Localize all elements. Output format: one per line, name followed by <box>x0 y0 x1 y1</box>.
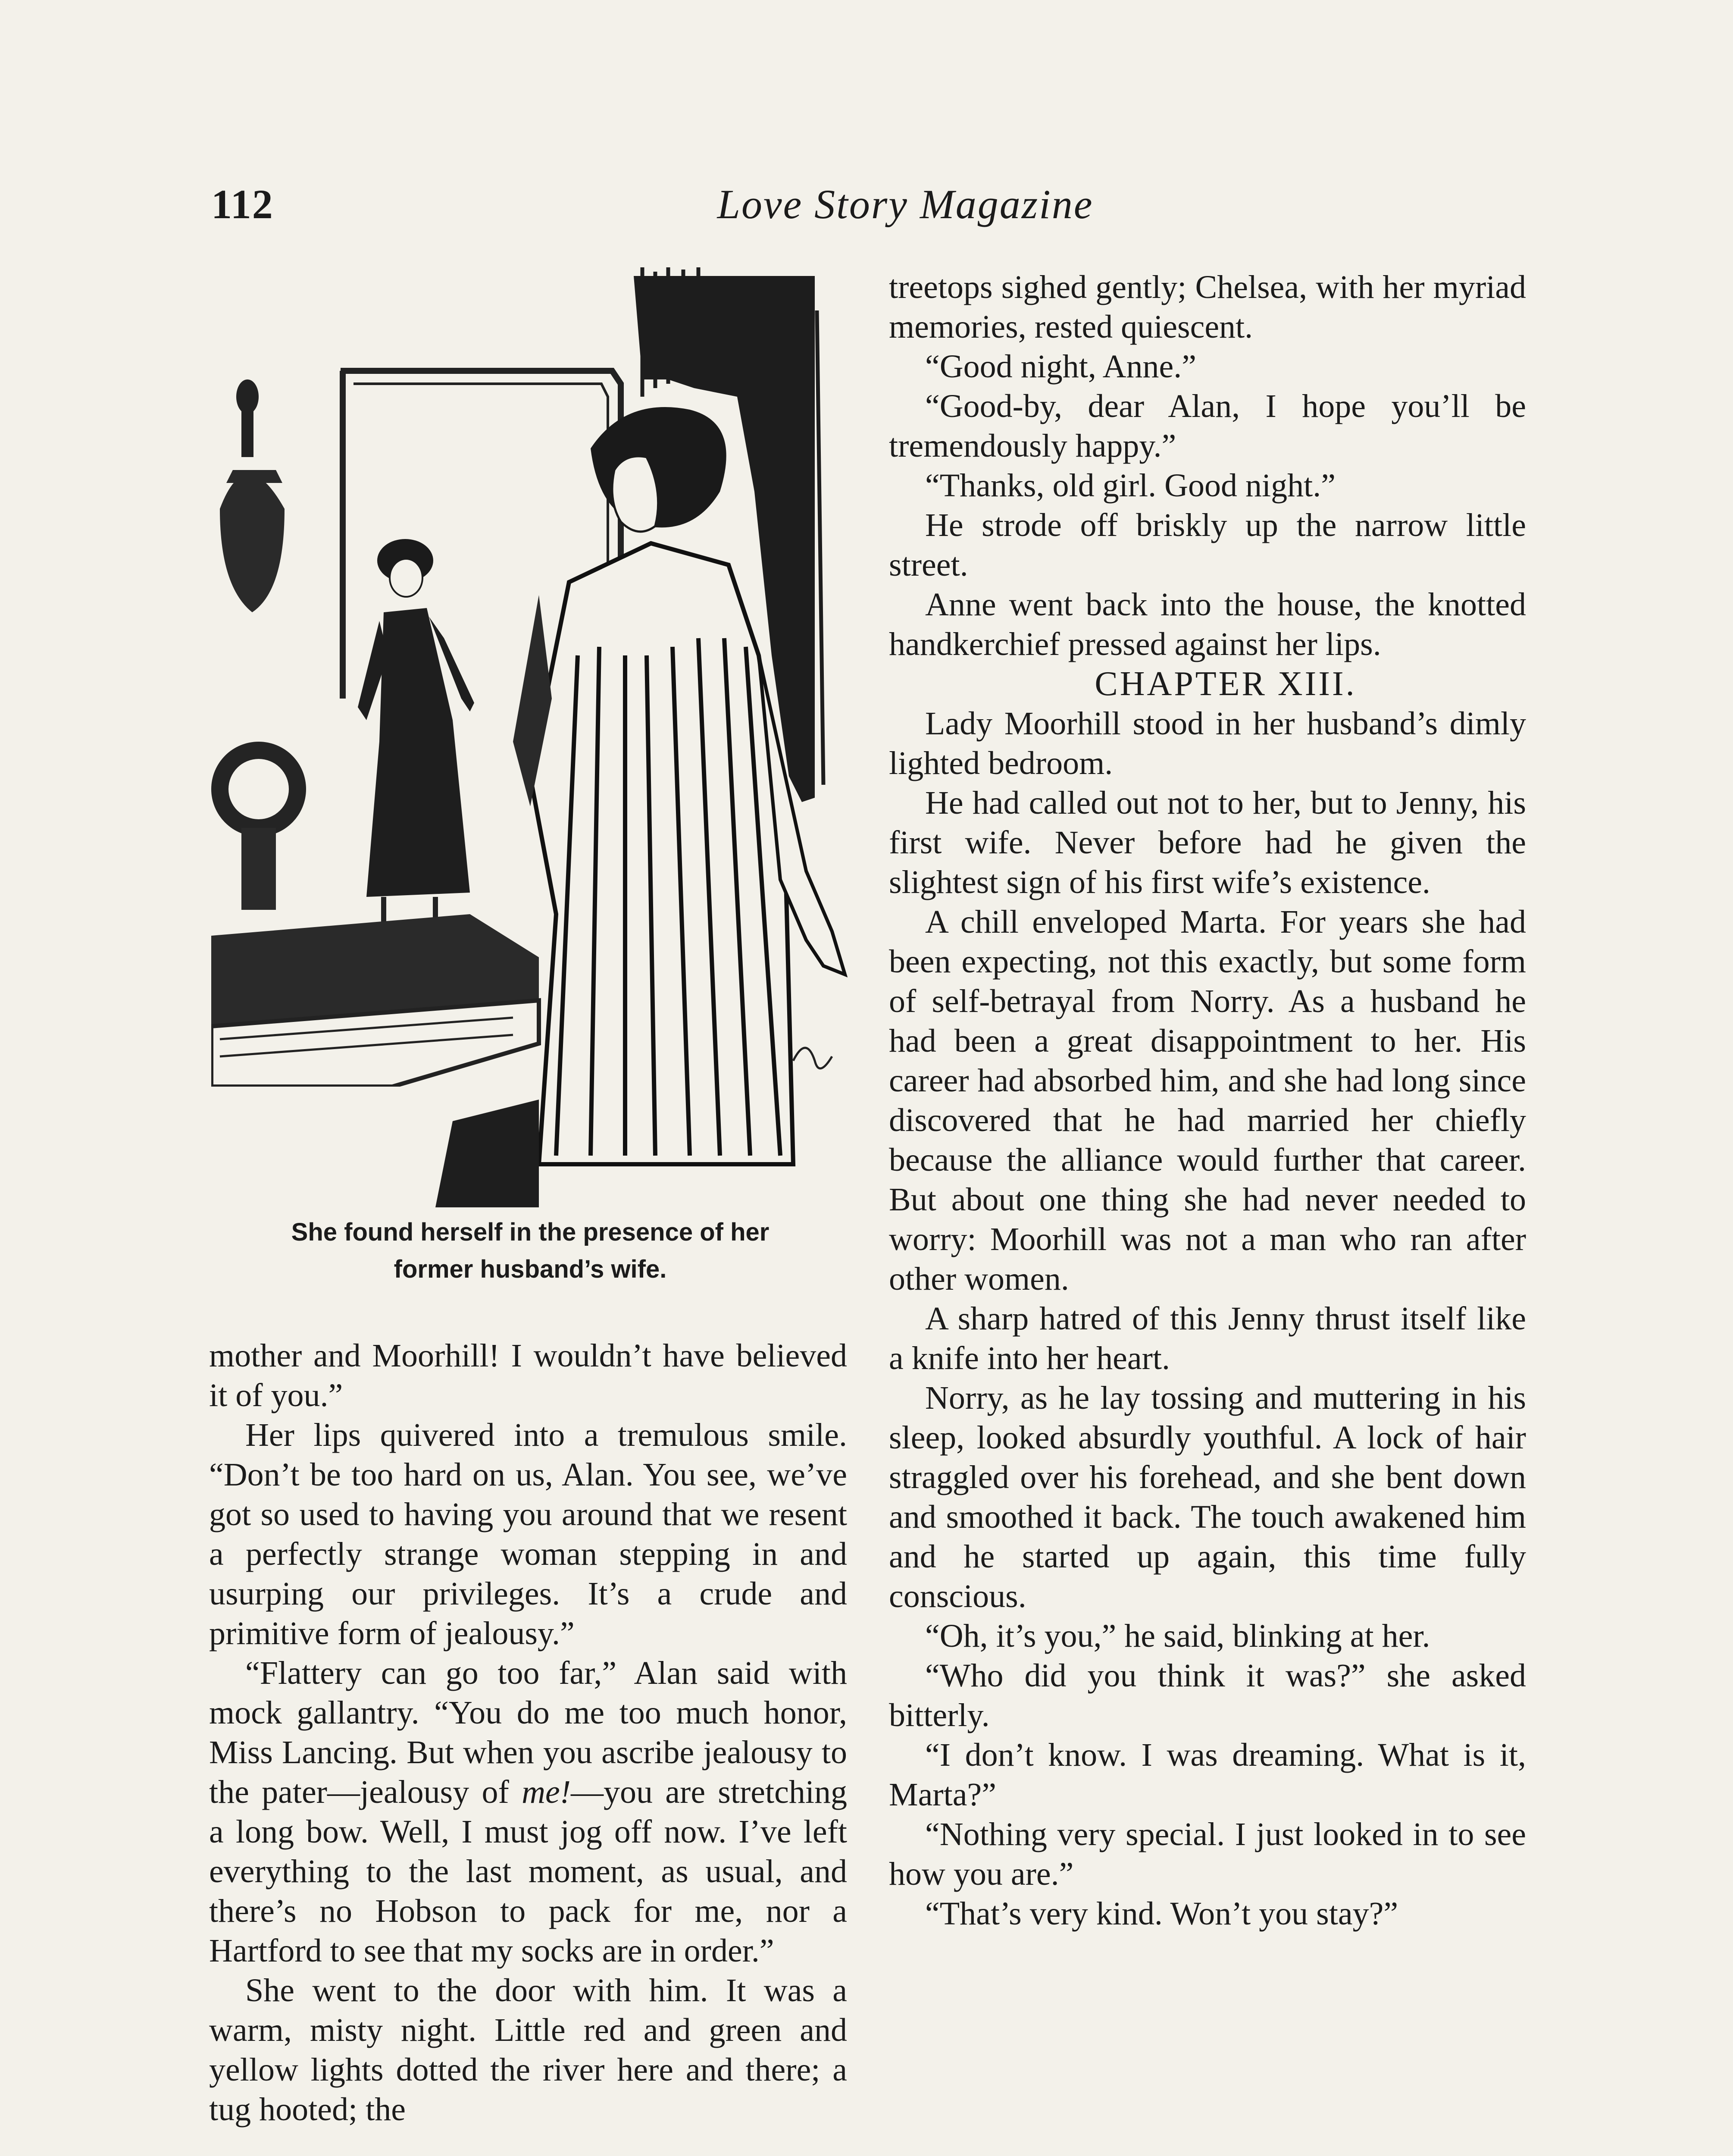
paragraph: Anne went back into the house, the knotted handkerchief pressed against her lips. <box>889 586 1526 662</box>
chapter-heading: CHAPTER XIII. <box>1095 665 1357 703</box>
paragraph: “Oh, it’s you,” he said, blinking at her. <box>925 1618 1430 1654</box>
paragraph: “That’s very kind. Won’t you stay?” <box>925 1896 1398 1932</box>
paragraph: He had called out not to her, but to Jenny, his first wife. Never before had he given the slightest sign of his first wife’s existence. <box>889 785 1526 900</box>
caption-line-2: former husband’s wife. <box>394 1255 667 1283</box>
left-column-text <box>209 1336 847 2129</box>
paragraph-text: —you are stretching a long bow. Well, I must jog off now. I’ve left everything to the last moment, as usual, and there’s no Hobson to pack for me, nor a Hartford to see that my socks are in order.” <box>209 1774 848 1969</box>
illustration-caption <box>211 1214 849 1288</box>
paragraph: “Thanks, old girl. Good night.” <box>925 467 1336 504</box>
paragraph: Norry, as he lay tossing and muttering in his sleep, looked absurdly youthful. A lock of hair straggled over his forehead, and she bent down and smoothed it back. The touch awakened him and he started up again, this time fully conscious. <box>889 1380 1526 1614</box>
paragraph: She went to the door with him. It was a warm, misty night. Little red and green and yellow lights dotted the river here and there; a tug hooted; the <box>209 1972 847 2128</box>
paragraph: Lady Moorhill stood in her husband’s dimly lighted bedroom. <box>889 705 1526 781</box>
paragraph: Her lips quivered into a tremulous smile. “Don’t be too hard on us, Alan. You see, we’ve got so used to having you around that we resent a perfectly strange woman stepping in and usurping our privileges. It’s a crude and primitive form of jealousy.” <box>209 1417 847 1651</box>
caption-line-1: She found herself in the presence of her <box>291 1218 770 1246</box>
paragraph-text: “Flattery can go too far,” Alan said with mock gallantry. “You do me too much honor, Miss Lancing. But when you ascribe jealousy to the pater—jealousy of <box>209 1655 847 1810</box>
paragraph <box>209 1653 847 1971</box>
page-number: 112 <box>211 181 274 227</box>
right-column-text <box>889 267 1526 1934</box>
italic-emphasis: me! <box>522 1774 571 1810</box>
story-illustration <box>211 267 849 1216</box>
paragraph: “Good night, Anne.” <box>925 348 1197 385</box>
paragraph: A chill enveloped Marta. For years she had been expecting, not this exactly, but some form of self-betrayal from Norry. As a husband he had been a great disappointment to her. His career had absorbed him, and she had long since discovered that he had married her chiefly because the alliance would further that career. But about one thing she had never needed to worry: Moorhill was not a man who ran after other women. <box>889 904 1526 1297</box>
paragraph: “Good-by, dear Alan, I hope you’ll be tremendously happy.” <box>889 388 1526 464</box>
paragraph: “Nothing very special. I just looked in to see how you are.” <box>889 1816 1526 1892</box>
paragraph: treetops sighed gently; Chelsea, with her myriad memories, rested quiescent. <box>889 269 1526 345</box>
running-head-title: Love Story Magazine <box>717 181 1094 227</box>
paragraph: “I don’t know. I was dreaming. What is it, Marta?” <box>889 1737 1526 1813</box>
paragraph: He strode off briskly up the narrow little street. <box>889 507 1526 583</box>
illustration-drawing <box>211 267 849 1216</box>
paragraph: “Who did you think it was?” she asked bitterly. <box>889 1658 1526 1733</box>
paragraph: mother and Moorhill! I wouldn’t have believed it of you.” <box>209 1338 847 1413</box>
paragraph: A sharp hatred of this Jenny thrust itself like a knife into her heart. <box>889 1300 1526 1376</box>
